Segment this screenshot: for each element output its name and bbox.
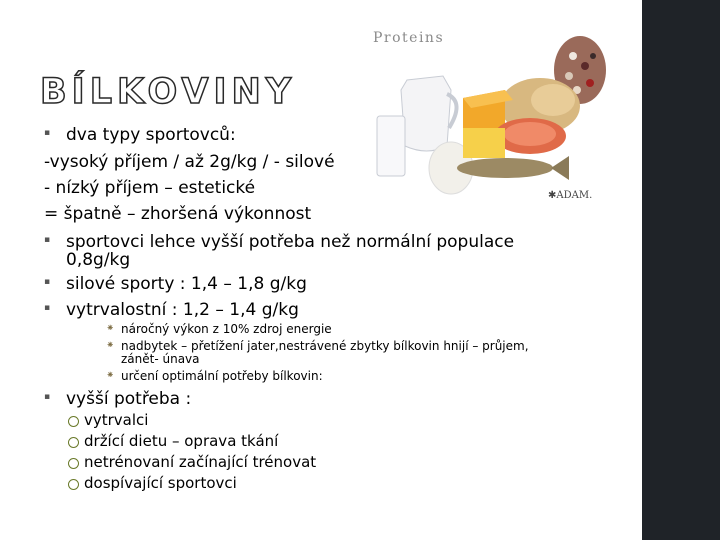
text-line: 0,8g/kg — [66, 250, 131, 270]
sub-bullet-marker: ⁕ — [106, 323, 115, 334]
sub-item: určení optimální potřeby bílkovin: — [121, 369, 323, 383]
list-item: dospívající sportovci — [84, 474, 237, 492]
bullet-marker: ▪ — [44, 277, 51, 287]
circle-bullet — [68, 416, 79, 427]
bullet-text: vyšší potřeba : — [66, 389, 192, 409]
text-line: -vysoký příjem / až 2g/kg / - silové — [44, 152, 335, 172]
sub-bullet-marker: ⁕ — [106, 340, 115, 351]
circle-bullet — [68, 437, 79, 448]
adam-logo: ✱ADAM. — [548, 190, 593, 201]
sub-item: nadbytek – přetížení jater,nestrávené zbytky bílkovin hnijí – průjem, — [121, 339, 529, 353]
list-item: netrénovaní začínající trénovat — [84, 453, 317, 471]
image-caption: Proteins — [373, 30, 445, 46]
list-item: vytrvalci — [84, 411, 149, 429]
dark-sidebar-panel — [642, 0, 720, 540]
bullet-marker: ▪ — [44, 128, 51, 138]
bullet-marker: ▪ — [44, 235, 51, 245]
sub-bullet-marker: ⁕ — [106, 370, 115, 381]
circle-bullet — [68, 479, 79, 490]
bullet-text: sportovci lehce vyšší potřeba než normální populace — [66, 232, 515, 252]
sub-item: náročný výkon z 10% zdroj energie — [121, 322, 332, 336]
page-title: BÍLKOVINY — [40, 72, 297, 112]
bullet-marker: ▪ — [44, 303, 51, 313]
bullet-text: vytrvalostní : 1,2 – 1,4 g/kg — [66, 300, 299, 320]
bullet-marker: ▪ — [44, 392, 51, 402]
bullet-text: silové sporty : 1,4 – 1,8 g/kg — [66, 274, 307, 294]
bullet-text: dva typy sportovců: — [66, 125, 236, 145]
circle-bullet — [68, 458, 79, 469]
list-item: držící dietu – oprava tkání — [84, 432, 279, 450]
text-line: - nízký příjem – estetické — [44, 178, 256, 198]
text-line: = špatně – zhoršená výkonnost — [44, 204, 312, 224]
sub-item-continuation: zánět- únava — [121, 352, 200, 366]
